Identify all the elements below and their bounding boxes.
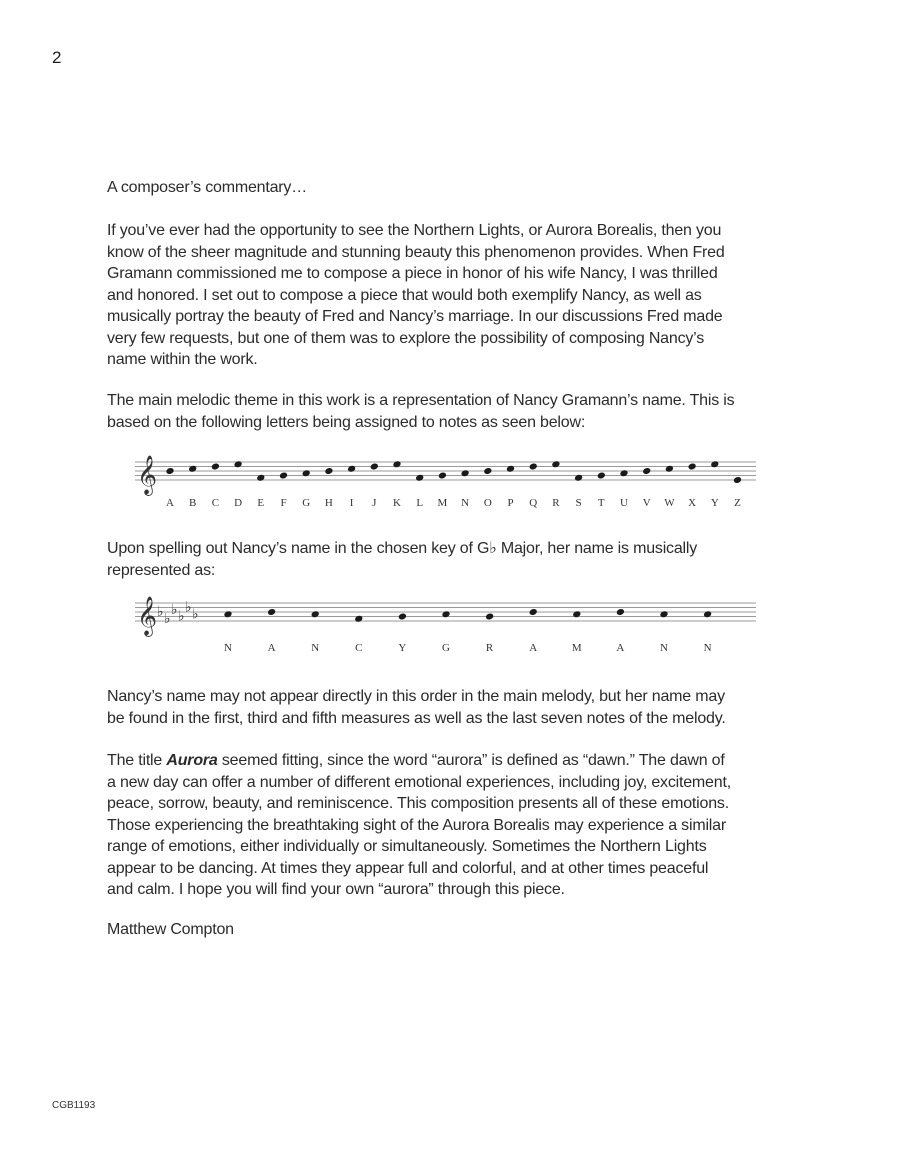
note-head [267, 608, 276, 616]
note-letter: S [575, 497, 582, 509]
note-head [485, 612, 494, 620]
flat-accidental: ♭ [192, 606, 199, 623]
flat-accidental: ♭ [157, 604, 164, 620]
note-letter: H [324, 497, 333, 509]
note-letter: N [224, 642, 232, 654]
note-letter: X [688, 497, 697, 509]
flat-accidental: ♭ [185, 599, 192, 616]
treble-clef: 𝄞 [137, 455, 158, 495]
note-letter: N [461, 497, 470, 509]
text-before: The title [107, 752, 167, 769]
note-letter: Y [710, 497, 719, 509]
text-after: seemed fitting, since the word “aurora” is defined as “dawn.” The dawn of [217, 752, 725, 769]
text-line: If you’ve ever had the opportunity to see the Northern Lights, or Aurora Borealis, then you [107, 222, 722, 239]
note-letter: I [349, 497, 354, 509]
note-letter: Q [529, 497, 538, 509]
text-line: The main melodic theme in this work is a representation of Nancy Gramann’s name. This is [107, 392, 735, 409]
footer-code: CGB1193 [52, 1100, 96, 1111]
text-line: Nancy’s name may not appear directly in this order in the main melody, but her name may [107, 688, 725, 705]
text-line: Upon spelling out Nancy’s name in the chosen key of G♭ Major, her name is musically [107, 540, 698, 557]
note-letter: R [552, 497, 560, 509]
note-head [223, 610, 232, 618]
note-letter: T [597, 497, 605, 509]
text-line: based on the following letters being assigned to notes as seen below: [107, 413, 586, 431]
note-head [441, 610, 450, 618]
flat-accidental: ♭ [164, 610, 171, 627]
note-letter: M [437, 497, 448, 509]
note-letter: K [393, 497, 401, 509]
note-letter: U [620, 497, 628, 509]
note-letter: N [660, 642, 668, 654]
note-head [354, 615, 363, 623]
text-line: musically portray the beauty of Fred and Nancy’s marriage. In our discussions Fred made [107, 308, 723, 325]
note-letter: A [616, 642, 625, 654]
flat-accidental: ♭ [178, 608, 185, 625]
note-head [398, 612, 407, 620]
note-letter: C [355, 642, 363, 654]
note-letter: E [257, 497, 265, 509]
text-line: appear to be dancing. At times they appear full and colorful, and at other times peaceful [107, 859, 709, 877]
note-letter: L [416, 497, 424, 509]
title-italic: Aurora [166, 752, 218, 769]
note-letter: G [442, 642, 450, 654]
note-letter: D [234, 497, 243, 509]
text-line: Gramann commissioned me to compose a piece in honor of his wife Nancy, I was thrilled [107, 265, 718, 282]
text-line: and honored. I set out to compose a piece that would both exemplify Nancy, as well as [107, 286, 702, 304]
text-line: Those experiencing the breathtaking sight of the Aurora Borealis may experience a similar [107, 816, 726, 834]
text-line: a new day can offer a number of different emotional experiences, including joy, excitement, [107, 773, 731, 791]
text-line: very few requests, but one of them was to explore the possibility of composing Nancy’s [107, 329, 705, 347]
note-letter: M [571, 642, 582, 654]
signature: Matthew Compton [107, 921, 234, 938]
note-letter: B [189, 497, 197, 509]
flat-accidental: ♭ [171, 601, 178, 618]
note-letter: V [642, 497, 651, 509]
paragraph-title [107, 750, 807, 901]
note-letter: F [280, 497, 287, 509]
note-letter: O [483, 497, 492, 509]
note-letter: Z [734, 497, 741, 509]
text-line: be found in the first, third and fifth measures as well as the last seven notes of the melody. [107, 709, 726, 727]
note-head [311, 610, 320, 618]
paragraph-melody [107, 686, 807, 729]
note-letter: C [211, 497, 220, 509]
text-line: and calm. I hope you will find your own “aurora” through this piece. [107, 881, 565, 898]
text-line: represented as: [107, 561, 216, 579]
note-letter: W [664, 497, 675, 509]
note-letter: P [507, 497, 514, 509]
note-letter: R [485, 642, 494, 654]
treble-clef: 𝄞 [137, 596, 158, 636]
text-line: range of emotions, either individually or simultaneously. Sometimes the Northern Lights [107, 838, 707, 855]
text-line: name within the work. [107, 351, 258, 368]
note-head [572, 610, 581, 618]
note-letter: J [372, 497, 377, 509]
text-line [107, 750, 807, 772]
note-head [703, 610, 712, 618]
note-head [659, 610, 668, 618]
note-letter: N [311, 642, 320, 654]
note-letter: A [166, 497, 174, 509]
text-line: know of the sheer magnitude and stunning beauty this phenomenon provides. When Fred [107, 243, 725, 261]
note-head [616, 608, 625, 616]
note-letter: G [302, 497, 311, 509]
text-line: peace, sorrow, beauty, and reminiscence. This composition presents all of these emotions. [107, 795, 729, 812]
note-letter: Y [398, 642, 407, 654]
note-letter: A [267, 642, 276, 654]
commentary-heading: A composer’s commentary… [107, 179, 308, 196]
note-letter: A [529, 642, 538, 654]
page-number: 2 [52, 48, 62, 67]
note-head [529, 608, 538, 616]
note-letter: N [703, 642, 712, 654]
